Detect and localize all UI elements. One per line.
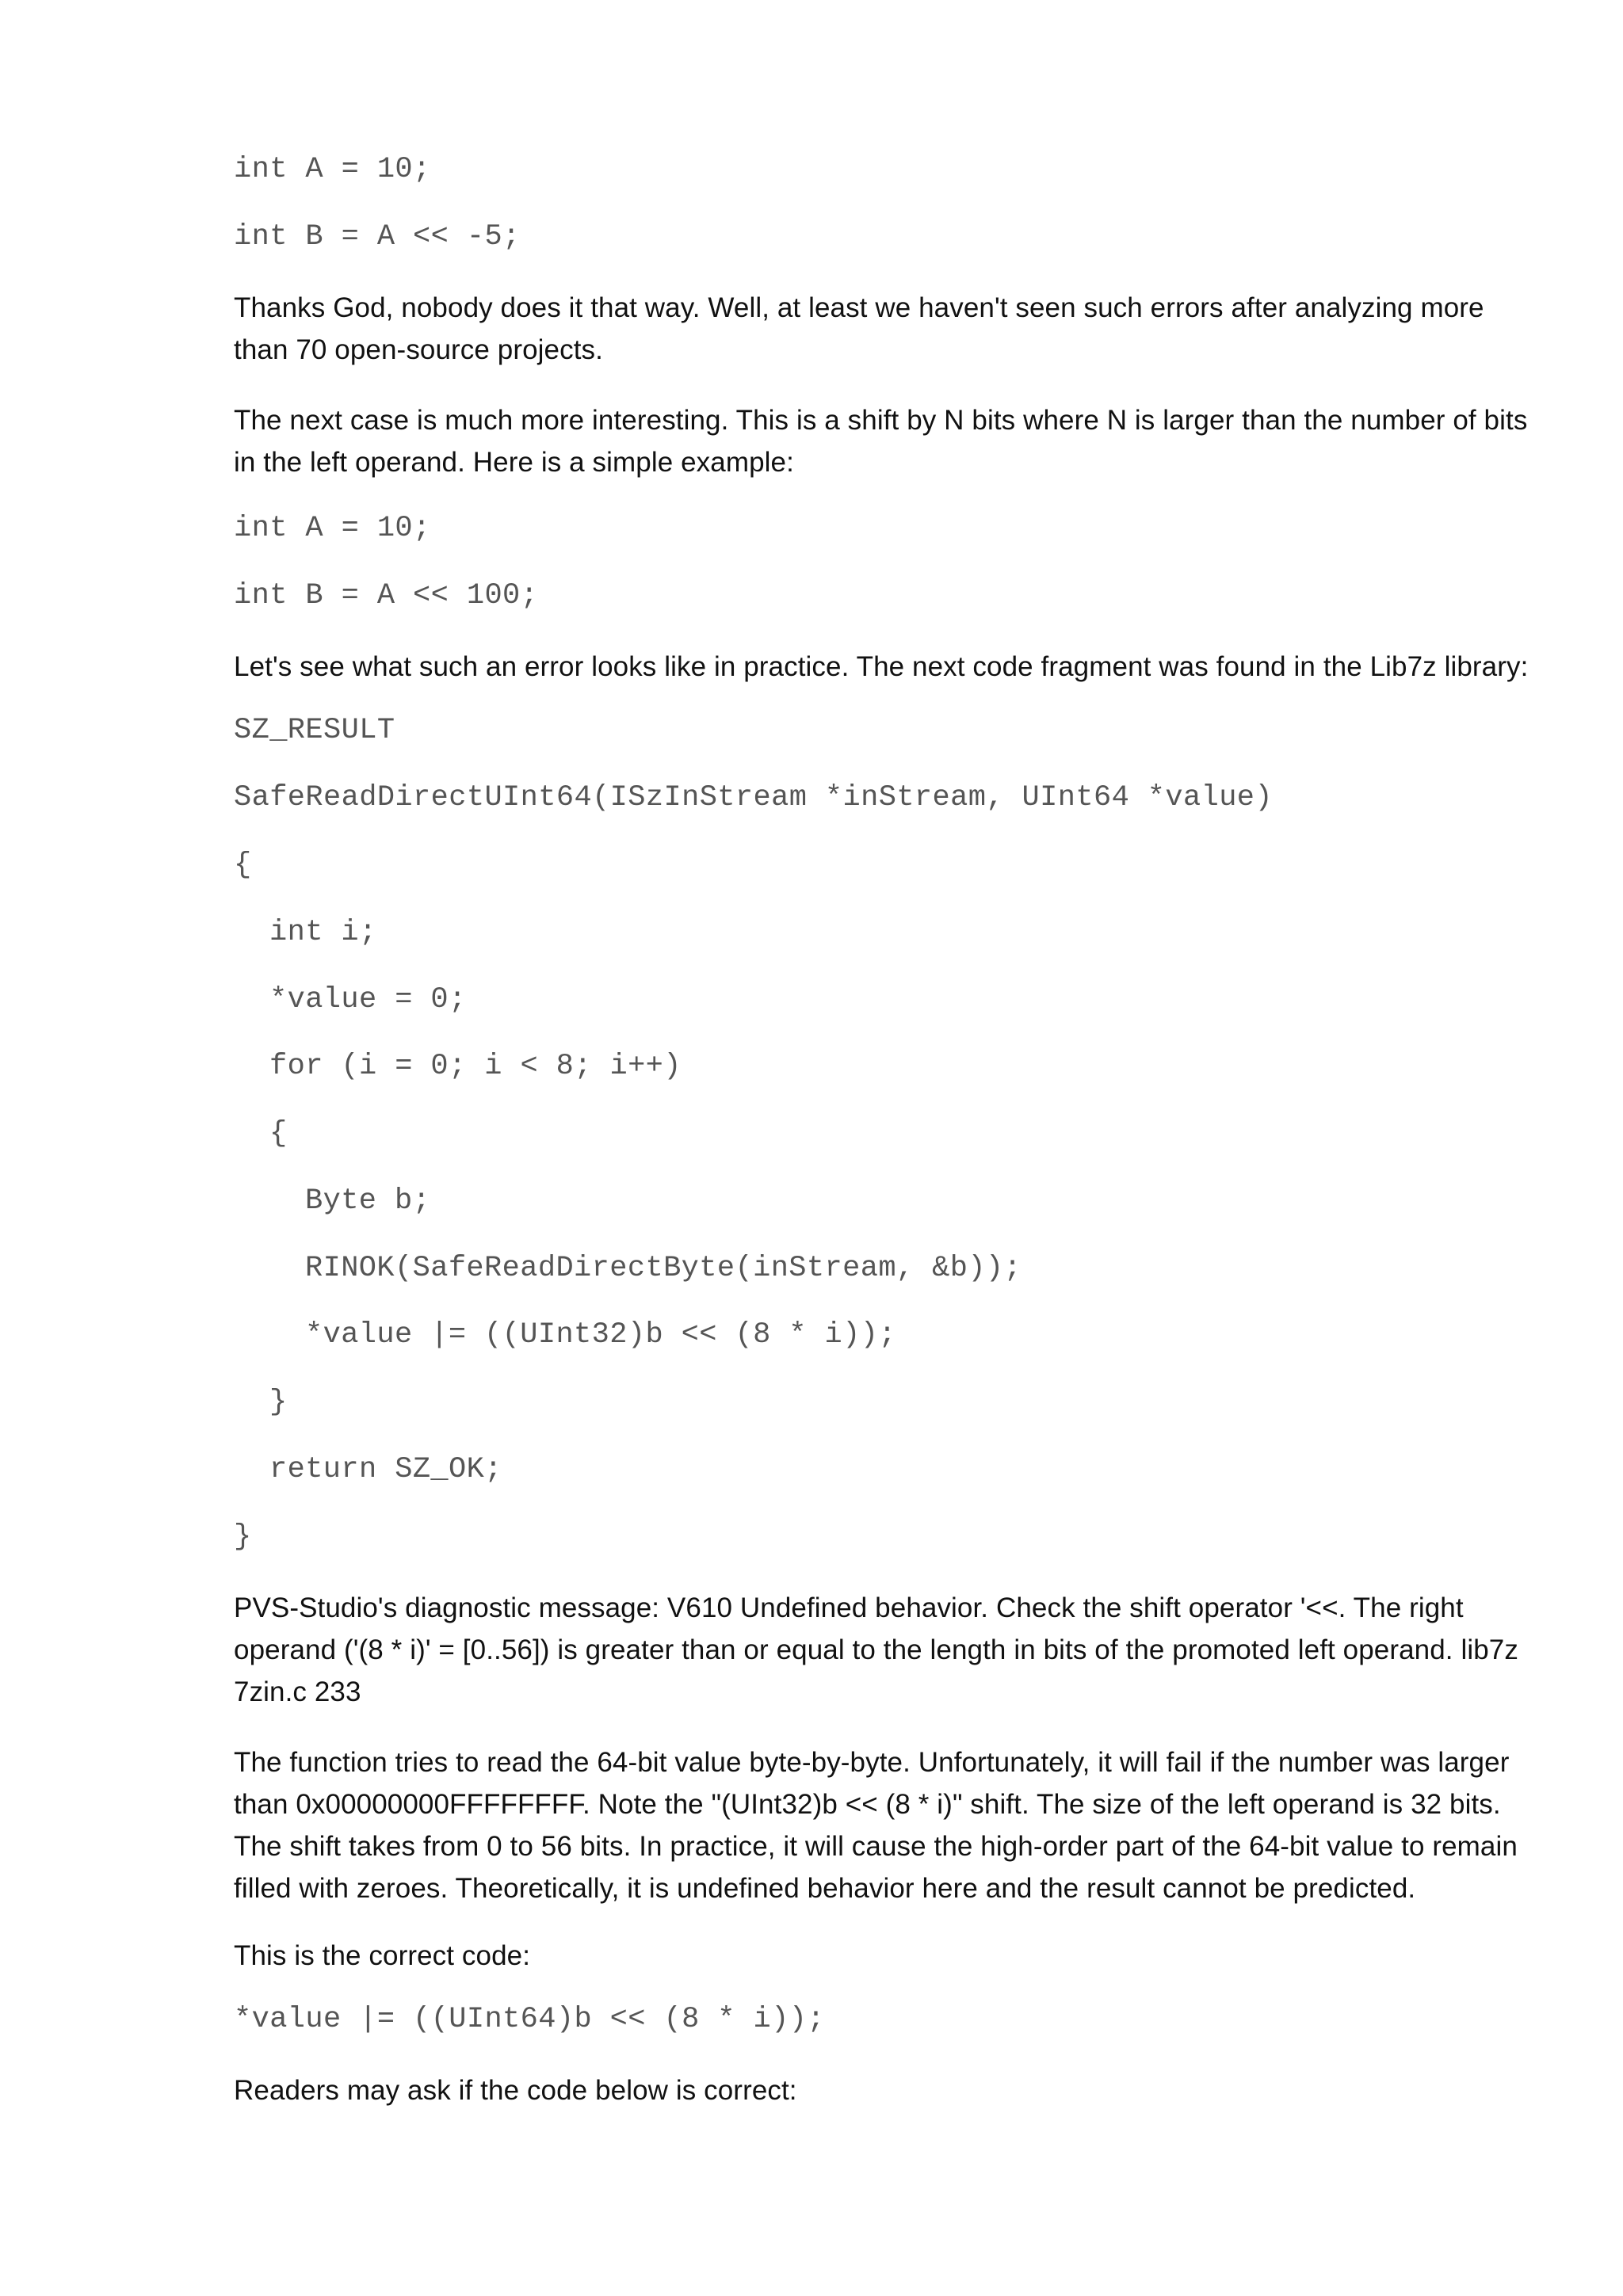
code-line: for (i = 0; i < 8; i++) bbox=[269, 1050, 682, 1083]
code-line: *value |= ((UInt32)b << (8 * i)); bbox=[305, 1318, 896, 1352]
paragraph: PVS-Studio's diagnostic message: V610 Undefined behavior. Check the shift operator '<<. The right operand ('(8 * i)' = [0..56]) is greater than or equal to the length in bits of the promoted left operand. lib7z 7zin.c 233 bbox=[234, 1592, 1518, 1707]
paragraph: The function tries to read the 64-bit value byte-by-byte. Unfortunately, it will fail if the number was larger than 0x00000000FFFFFFFF. Note the "(UInt32)b << (8 * i)" shift. The size of the left operand is 32 bits. The shift takes from 0 to 56 bits. In practice, it will cause the high-order part of the 64-bit value to remain filled with zeroes. Theoretically, it is undefined behavior here and the result cannot be predicted. bbox=[234, 1747, 1518, 1904]
code-line: return SZ_OK; bbox=[269, 1453, 502, 1486]
code-line: { bbox=[234, 849, 252, 882]
code-line: SafeReadDirectUInt64(ISzInStream *inStream, UInt64 *value) bbox=[234, 781, 1274, 814]
code-line: } bbox=[234, 1520, 252, 1554]
code-line: int B = A << 100; bbox=[234, 579, 539, 612]
code-line: *value |= ((UInt64)b << (8 * i)); bbox=[234, 2003, 825, 2036]
paragraph: Readers may ask if the code below is correct: bbox=[234, 2075, 797, 2106]
code-line: *value = 0; bbox=[269, 983, 467, 1016]
code-line: SZ_RESULT bbox=[234, 714, 395, 747]
code-line: RINOK(SafeReadDirectByte(inStream, &b)); bbox=[305, 1252, 1022, 1285]
paragraph: Let's see what such an error looks like in practice. The next code fragment was found in the Lib7z library: bbox=[234, 651, 1529, 682]
code-line: { bbox=[269, 1117, 288, 1150]
code-line: int B = A << -5; bbox=[234, 220, 521, 254]
paragraph: This is the correct code: bbox=[234, 1940, 531, 1971]
code-line: int A = 10; bbox=[234, 153, 431, 186]
code-line: Byte b; bbox=[305, 1184, 431, 1218]
paragraph: Thanks God, nobody does it that way. Well, at least we haven't seen such errors after analyzing more than 70 open-source projects. bbox=[234, 292, 1484, 365]
code-line: } bbox=[269, 1386, 288, 1419]
code-line: int i; bbox=[269, 916, 377, 949]
code-line: int A = 10; bbox=[234, 512, 431, 545]
paragraph: The next case is much more interesting. This is a shift by N bits where N is larger than the number of bits in the left operand. Here is a simple example: bbox=[234, 405, 1528, 478]
